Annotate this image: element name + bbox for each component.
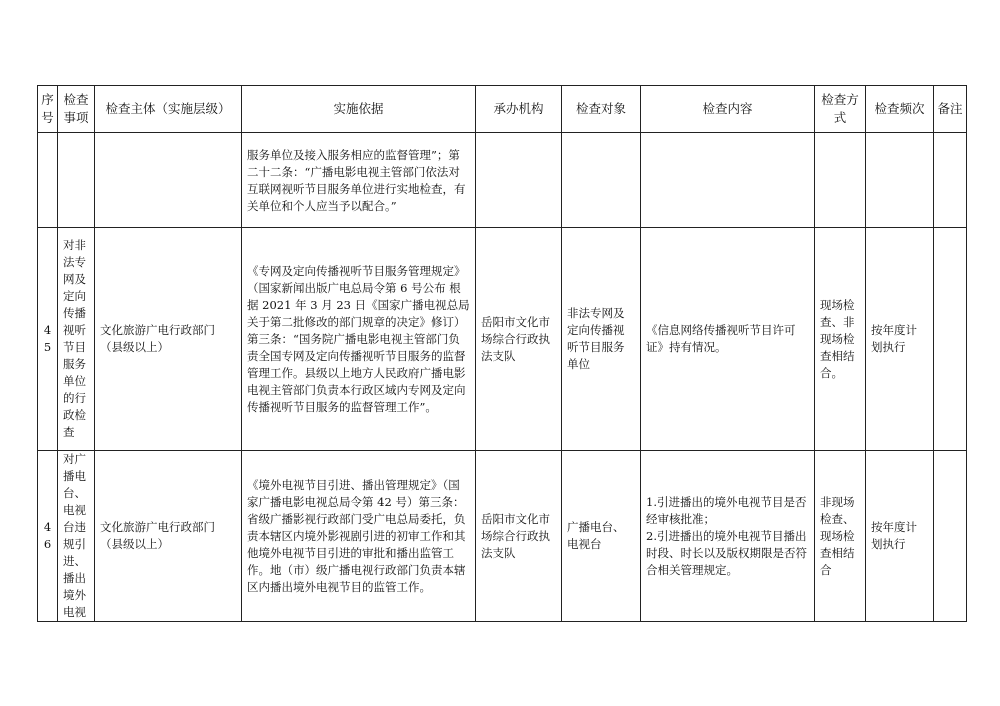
basis-cell: 《专网及定向传播视听节目服务管理规定》（国家新闻出版广电总局令第 6 号公布 根据 2021 年 3 月 23 日《国家广播电视总局关于第二批修改的部门规章的决定》修订）第三条：“国务院广播电影电视主管部门负责全国专网及定向传播视听节目服务的监督管理工作。县级以上地方人民政府广播电影电视主管部门负责本行政区域内专网及定向传播视听节目服务的监督管理工作”。 xyxy=(242,228,476,451)
header-agency: 承办机构 xyxy=(476,86,562,133)
agency-cell: 岳阳市文化市场综合行政执法支队 xyxy=(476,228,562,451)
content-cell xyxy=(641,133,815,228)
table-row xyxy=(38,228,967,451)
frequency-cell: 按年度计划执行 xyxy=(866,451,934,622)
header-content: 检查内容 xyxy=(641,86,815,133)
basis-cell: 服务单位及接入服务相应的监督管理”；第二十二条：“广播电影电视主管部门依法对互联网视听节目服务单位进行实地检查，有关单位和个人应当予以配合。” xyxy=(242,133,476,228)
header-target: 检查对象 xyxy=(562,86,641,133)
seq-cell xyxy=(38,133,58,228)
header-frequency: 检查频次 xyxy=(866,86,934,133)
basis-cell: 《境外电视节目引进、播出管理规定》（国家广播电影电视总局令第 42 号）第三条：省级广播影视行政部门受广电总局委托，负责本辖区内境外影视剧引进的初审工作和其他境外电视节目引进的审批和播出监管工作。地（市）级广播电视行政部门负责本辖区内播出境外电视节目的监管工作。 xyxy=(242,451,476,622)
header-row xyxy=(38,86,967,133)
method-cell: 现场检查、非现场检查相结合。 xyxy=(815,228,866,451)
frequency-cell xyxy=(866,133,934,228)
header-item: 检查事项 xyxy=(58,86,95,133)
remark-cell xyxy=(934,133,967,228)
target-cell: 非法专网及定向传播视听节目服务单位 xyxy=(562,228,641,451)
target-cell: 广播电台、电视台 xyxy=(562,451,641,622)
seq-cell: 46 xyxy=(38,451,58,622)
header-remark: 备注 xyxy=(934,86,967,133)
agency-cell xyxy=(476,133,562,228)
item-cell: 对非法专网及定向传播视听节目服务单位的行政检查 xyxy=(58,228,95,451)
method-cell: 非现场检查、现场检查相结合 xyxy=(815,451,866,622)
seq-cell: 45 xyxy=(38,228,58,451)
header-basis: 实施依据 xyxy=(242,86,476,133)
content-cell: 1.引进播出的境外电视节目是否经审核批准； 2.引进播出的境外电视节目播出时段、时长以及版权期限是否符合相关管理规定。 xyxy=(641,451,815,622)
header-seq: 序号 xyxy=(38,86,58,133)
subject-cell: 文化旅游广电行政部门（县级以上） xyxy=(95,228,242,451)
inspection-table xyxy=(37,85,967,622)
content-cell: 《信息网络传播视听节目许可证》持有情况。 xyxy=(641,228,815,451)
method-cell xyxy=(815,133,866,228)
table-row xyxy=(38,451,967,622)
target-cell xyxy=(562,133,641,228)
item-cell xyxy=(58,133,95,228)
header-method: 检查方式 xyxy=(815,86,866,133)
header-subject: 检查主体（实施层级） xyxy=(95,86,242,133)
subject-cell xyxy=(95,133,242,228)
subject-cell: 文化旅游广电行政部门（县级以上） xyxy=(95,451,242,622)
frequency-cell: 按年度计划执行 xyxy=(866,228,934,451)
item-cell: 对广播电台、电视台违规引进、播出境外电视 xyxy=(58,451,95,622)
remark-cell xyxy=(934,451,967,622)
remark-cell xyxy=(934,228,967,451)
table-row xyxy=(38,133,967,228)
agency-cell: 岳阳市文化市场综合行政执法支队 xyxy=(476,451,562,622)
